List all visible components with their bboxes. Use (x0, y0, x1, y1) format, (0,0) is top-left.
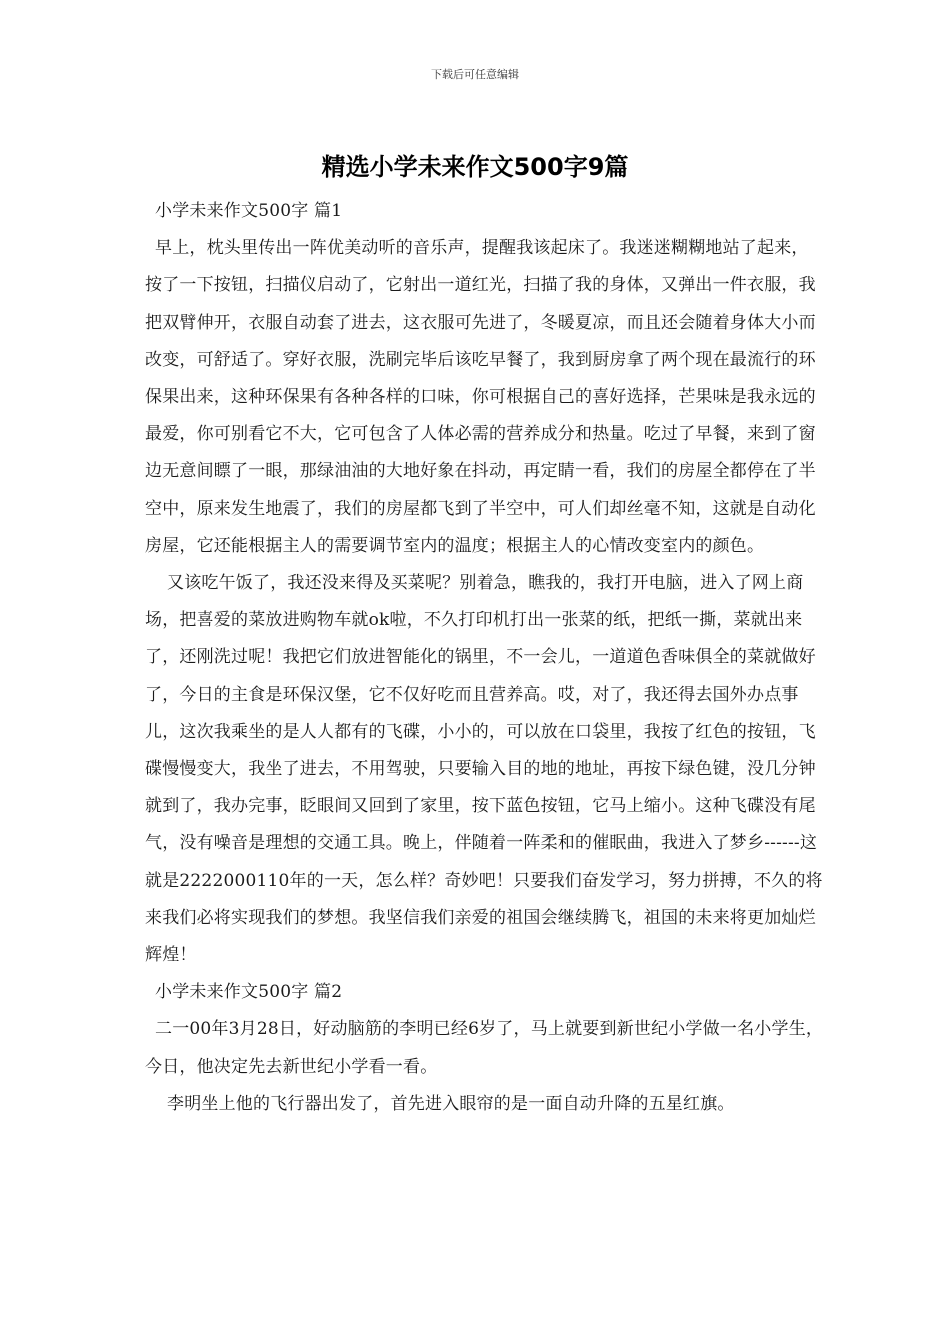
document-body (145, 193, 825, 1123)
document-title: 精选小学未来作文500字9篇 (321, 153, 629, 181)
paragraph-2-1: 二一00年3月28日，好动脑筋的李明已经6岁了，马上就要到新世纪小学做一名小学生，今日，他决定先去新世纪小学看一看。 (145, 1019, 824, 1077)
paragraph-2-2: 李明坐上他的飞行器出发了，首先进入眼帘的是一面自动升降的五星红旗。 (167, 1093, 735, 1114)
paragraph-1-2: 又该吃午饭了，我还没来得及买菜呢？别着急，瞧我的，我打开电脑，进入了网上商场，把喜爱的菜放进购物车就ok啦，不久打印机打出一张菜的纸，把纸一撕，菜就出来了，还刚洗过呢！我把它们放进智能化的锅里，不一会儿，一道道色香味俱全的菜就做好了，今日的主食是环保汉堡，它不仅好吃而且营养高。哎，对了，我还得去国外办点事儿，这次我乘坐的是人人都有的飞碟，小小的，可以放在口袋里，我按了红色的按钮，飞碟慢慢变大，我坐了进去，不用驾驶，只要输入目的地的地址，再按下绿色键，没几分钟就到了，我办完事，眨眼间又回到了家里，按下蓝色按钮，它马上缩小。这种飞碟没有尾气，没有噪音是理想的交通工具。晚上，伴随着一阵柔和的催眠曲，我进入了梦乡------这就是2222000110年的一天，怎么样？奇妙吧！只要我们奋发学习，努力拼搏，不久的将来我们必将实现我们的梦想。我坚信我们亲爱的祖国会继续腾飞，祖国的未来将更加灿烂辉煌！ (145, 573, 823, 966)
header-note: 下载后可任意编辑 (431, 68, 519, 81)
paragraph-1-1: 早上，枕头里传出一阵优美动听的音乐声，提醒我该起床了。我迷迷糊糊地站了起来，按了一下按钮，扫描仪启动了，它射出一道红光，扫描了我的身体，又弹出一件衣服，我把双臂伸开，衣服自动套了进去，这衣服可先进了，冬暖夏凉，而且还会随着身体大小而改变，可舒适了。穿好衣服，洗刷完毕后该吃早餐了，我到厨房拿了两个现在最流行的环保果出来，这种环保果有各种各样的口味，你可根据自己的喜好选择，芒果味是我永远的最爱，你可别看它不大，它可包含了人体必需的营养成分和热量。吃过了早餐，来到了窗边无意间瞟了一眼，那绿油油的大地好象在抖动，再定睛一看，我们的房屋全都停在了半空中，原来发生地震了，我们的房屋都飞到了半空中，可人们却丝毫不知，这就是自动化房屋，它还能根据主人的需要调节室内的温度；根据主人的心情改变室内的颜色。 (145, 238, 816, 556)
section-heading-1: 小学未来作文500字 篇1 (155, 201, 343, 221)
section-heading-2: 小学未来作文500字 篇2 (155, 982, 343, 1003)
